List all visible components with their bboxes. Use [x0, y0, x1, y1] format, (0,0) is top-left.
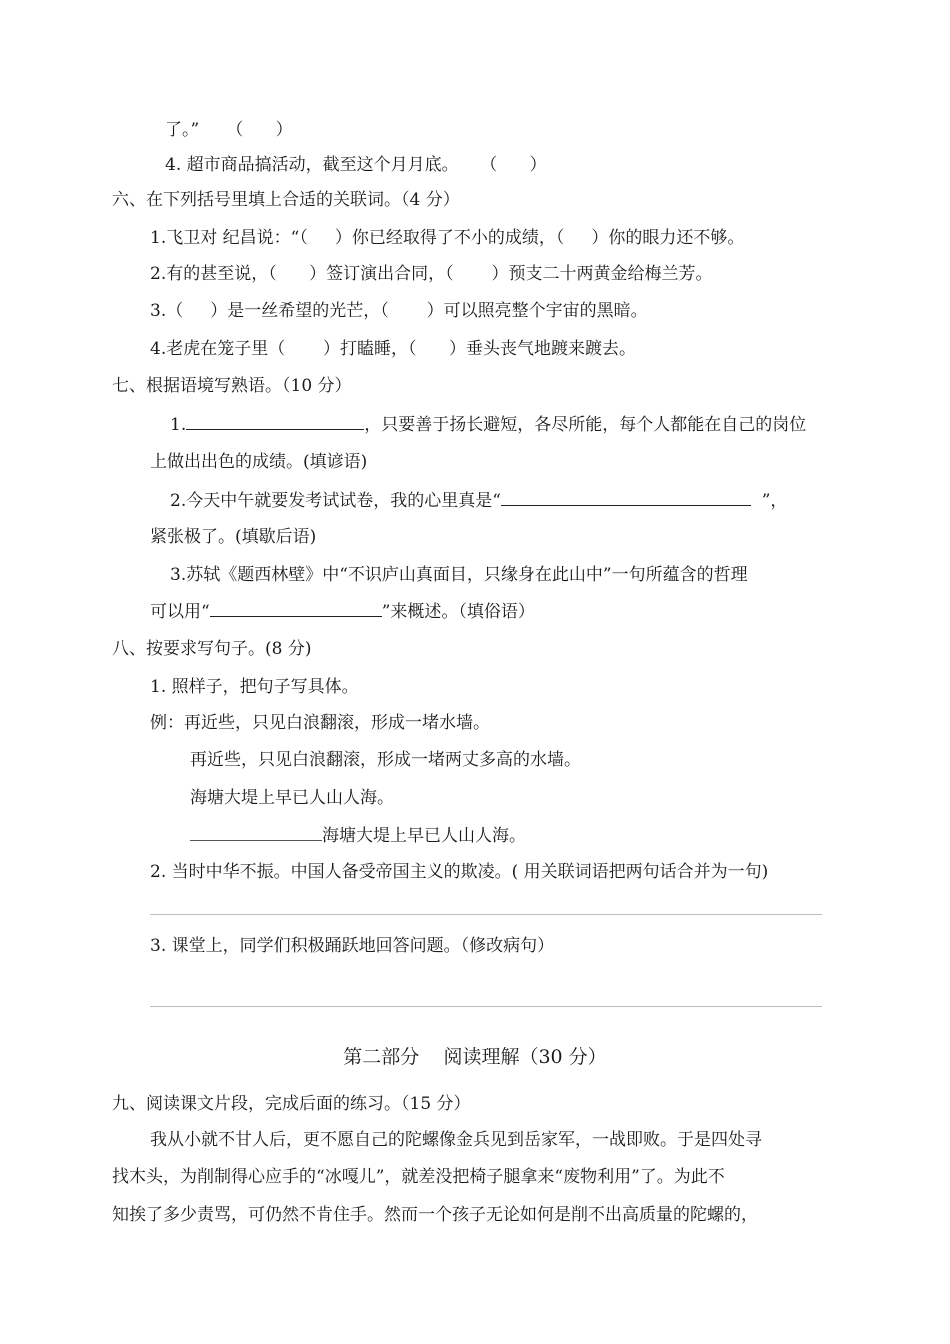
s5-question-4: 4. 超市商品搞活动，截至这个月月底。 （ ） — [165, 155, 547, 175]
s7-q3-suffix: ”来概述。（填俗语） — [381, 602, 535, 622]
s8-question-1: 1. 照样子，把句子写具体。 — [150, 677, 359, 697]
s7-q3-line-1: 3.苏轼《题西林壁》中“不识庐山真面目，只缘身在此山中”一句所蕴含的哲理 — [170, 565, 748, 585]
s7-q1-line-2: 上做出出色的成绩。(填谚语) — [150, 452, 368, 472]
s7-q3-line-2 — [150, 599, 535, 624]
s6-title: 六、在下列括号里填上合适的关联词。（4 分） — [112, 190, 460, 210]
s7-q2-suffix: ”， — [761, 491, 788, 511]
s8-rewrite-line — [190, 823, 526, 848]
s8-q3-answer-line[interactable] — [150, 1006, 822, 1007]
s9-title: 九、阅读课文片段，完成后面的练习。（15 分） — [112, 1094, 471, 1114]
s8-rewrite-blank[interactable] — [190, 823, 322, 841]
s5-line-0: 了。” （ ） — [165, 120, 293, 140]
s6-question-1: 1.飞卫对 纪昌说：“（ ）你已经取得了不小的成绩，（ ）你的眼力还不够。 — [150, 228, 745, 248]
s8-q2-answer-line[interactable] — [150, 914, 822, 915]
s8-example-answer: 再近些，只见白浪翻滚，形成一堵两丈多高的水墙。 — [190, 750, 581, 770]
s8-rewrite-tail: 海塘大堤上早已人山人海。 — [322, 826, 526, 846]
s7-q3-prefix: 可以用“ — [150, 602, 210, 622]
s7-q2-line-2: 紧张极了。(填歇后语) — [150, 527, 317, 547]
s7-q2-blank[interactable] — [501, 488, 751, 506]
s8-title: 八、按要求写句子。(8 分) — [112, 639, 312, 659]
s7-question-1 — [170, 412, 806, 437]
s7-q2-prefix: 2.今天中午就要发考试试卷，我的心里真是“ — [170, 491, 501, 511]
s7-question-2 — [170, 488, 787, 513]
s8-question-3: 3. 课堂上，同学们积极踊跃地回答问题。（修改病句） — [150, 936, 555, 956]
s8-question-2: 2. 当时中华不振。中国人备受帝国主义的欺凌。( 用关联词语把两句话合并为一句) — [150, 862, 769, 882]
s9-passage-line-2: 找木头，为削制得心应手的“冰嘎儿”，就差没把椅子腿拿来“废物利用”了。为此不 — [112, 1167, 725, 1187]
s8-given-sentence: 海塘大堤上早已人山人海。 — [190, 788, 394, 808]
s7-q1-text: ，只要善于扬长避短，各尽所能，每个人都能在自己的岗位 — [364, 415, 807, 435]
s7-title: 七、根据语境写熟语。（10 分） — [112, 376, 352, 396]
s7-q3-blank[interactable] — [210, 599, 382, 617]
s7-q1-blank[interactable] — [186, 412, 364, 430]
s6-question-2: 2.有的甚至说，（ ）签订演出合同，（ ）预支二十两黄金给梅兰芳。 — [150, 264, 713, 284]
s6-question-4: 4.老虎在笼子里（ ）打瞌睡，（ ）垂头丧气地踱来踱去。 — [150, 339, 636, 359]
s8-example: 例：再近些，只见白浪翻滚，形成一堵水墙。 — [150, 713, 490, 733]
s7-q1-number: 1. — [170, 415, 187, 435]
s9-passage-line-3: 知挨了多少责骂，可仍然不肯住手。然而一个孩子无论如何是削不出高质量的陀螺的， — [112, 1205, 758, 1225]
s6-question-3: 3.（ ）是一丝希望的光芒，（ ）可以照亮整个宇宙的黑暗。 — [150, 301, 648, 321]
part-2-heading: 第二部分 阅读理解（30 分） — [343, 1046, 607, 1068]
s9-passage-line-1: 我从小就不甘人后，更不愿自己的陀螺像金兵见到岳家军，一战即败。于是四处寻 — [150, 1130, 762, 1150]
